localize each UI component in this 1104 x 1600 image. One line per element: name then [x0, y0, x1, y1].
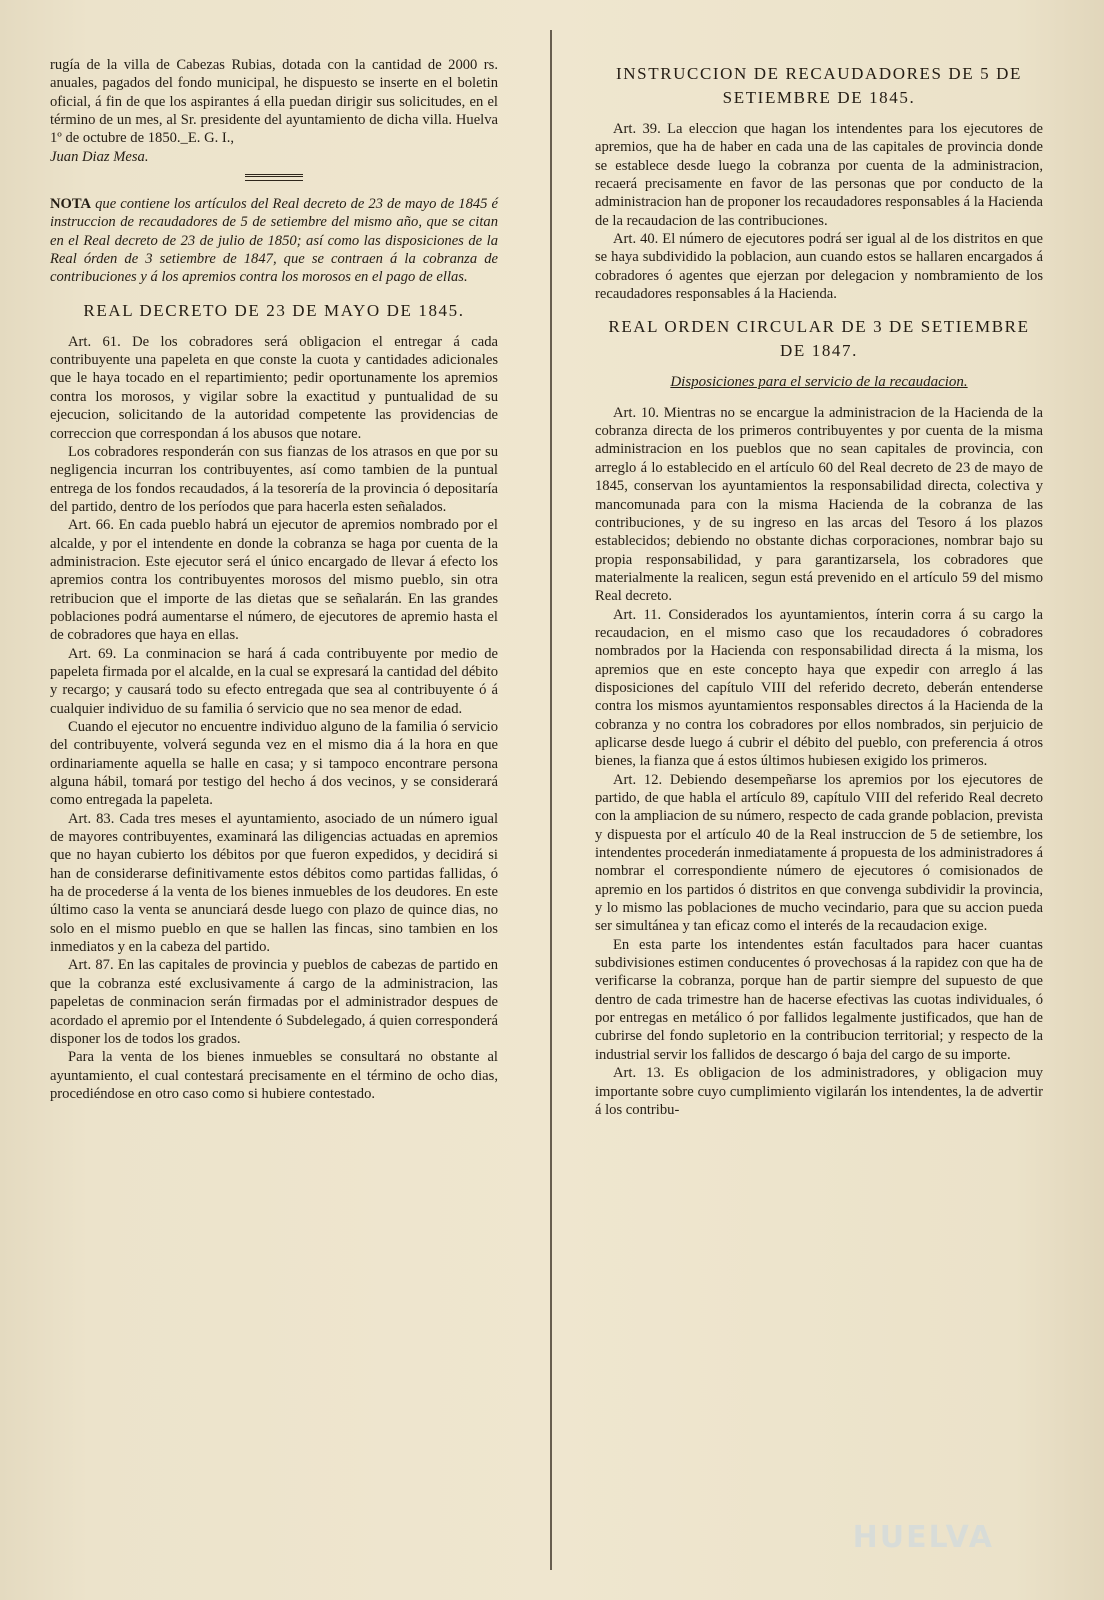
- article-paragraph: Art. 61. De los cobradores será obligacion el entregar á cada contribuyente una papeleta en que conste la cuota y cantidades adicionales que le haya tocado en el repartimiento; pedir oportunamente los apremios contra los morosos, y vigilar sobre la exactitud y puntualidad de su ejecucion, solicitando de la autoridad competente las providencias de correccion que correspondan á los abusos que notare.: [50, 333, 498, 442]
- article-paragraph: Art. 69. La conminacion se hará á cada contribuyente por medio de papeleta firmada por el alcalde, en la cual se expresará la cantidad del débito y recargo; y causará todo su efecto entregada que sea al contribuyente ó á cualquier individuo de su familia ó servicio que no sea menor de edad.: [50, 645, 498, 717]
- instruccion-articles: [595, 120, 1043, 303]
- separator-rule: [245, 174, 303, 181]
- article-paragraph: Art. 10. Mientras no se encargue la administracion de la Hacienda de la cobranza directa de los primeros contribuyentes y por cuenta de la misma administracion en los pueblos que no sean capitales de provincia, con arreglo á lo establecido en el artículo 60 del Real decreto de 23 de mayo de 1845, conservan los ayuntamientos la responsabilidad directa, colectiva y mancomunada para con la misma Hacienda de la cobranza de las contribuciones, y de su ingreso en las arcas del Tesoro á los plazos establecidos; debiendo no obstante dichas corporaciones, nombrar bajo su propia responsabilidad, y para garantizarsela, los cobradores que materialmente la realicen, segun está prevenido en el artículo 59 del mismo Real decreto.: [595, 404, 1043, 605]
- real-orden-articles: [595, 404, 1043, 1119]
- article-paragraph: Art. 66. En cada pueblo habrá un ejecutor de apremios nombrado por el alcalde, y por el intendente en donde la cobranza se haga por cuenta de la administracion. Este ejecutor será el único encargado de llevar á efecto los apremios contra los contribuyentes morosos del mismo pueblo, sin otra retribucion que el importe de las dietas que se señalarán. En las grandes poblaciones podrá aumentarse el número, de ejecutores de apremio hasta el de cobradores que haya en ellas.: [50, 517, 498, 644]
- section-heading-real-orden: REAL ORDEN CIRCULAR DE 3 DE SETIEMBRE DE 1847.: [608, 317, 1030, 361]
- nota-lead: NOTA: [50, 196, 92, 213]
- article-paragraph: Art. 40. El número de ejecutores podrá ser igual al de los distritos en que se haya subdividido la poblacion, aun cuando estos se hallaren encargados á cobradores ó agentes que ejerzan por delegacion y nombramiento de los recaudadores responsables á la Hacienda.: [595, 231, 1043, 303]
- article-paragraph: Art. 87. En las capitales de provincia y pueblos de cabezas de partido en que la cobranza esté exclusivamente á cargo de la administracion, las papeletas de conminacion serán firmadas por el administrador despues de acordado el apremio por el Intendente ó Subdelegado, á quien corresponderá disponer los de todos los grados.: [50, 957, 498, 1047]
- article-paragraph: Art. 13. Es obligacion de los administradores, y obligacion muy importante sobre cuyo cumplimiento vigilarán los intendentes, la de advertir á los contribu-: [595, 1065, 1043, 1118]
- article-paragraph: Art. 11. Considerados los ayuntamientos, ínterin corra á su cargo la recaudacion, en el mismo caso que los recaudadores ó cobradores nombrados por la Hacienda con responsabilidad directa á la misma, los apremios que en este concepto haya que expedir con arreglo á las disposiciones del capítulo VIII del referido decreto, deberán entenderse contra los mismos ayuntamientos responsables directos á la Hacienda de la cobranza y no contra los cobradores por ellos nombrados, sin perjuicio de aplicarse desde luego á cubrir el débito del pueblo, con preferencia á otros bienes, la fianza que á estos últimos hubiesen exigido los primeros.: [595, 606, 1043, 770]
- article-paragraph: En esta parte los intendentes están facultados para hacer cuantas subdivisiones estimen conducentes ó provechosas á la rapidez con que ha de verificarse la cobranza, porque han de partir siempre del supuesto de que dentro de cada trimestre han de hacerse efectivas las cuotas individuales, ó por entregas en metálico ó por fallidos legalmente justificados, que han de cubrirse del fondo supletorio en la contribucion territorial; y respecto de la industrial servir los fallidos de descargo ó baja del cargo de su importe.: [595, 936, 1043, 1063]
- article-paragraph: Art. 39. La eleccion que hagan los intendentes para los ejecutores de apremios, que ha de haber en cada una de las capitales de provincia donde se establece desde luego la cobranza por cuenta de la administracion, recaerá precisamente en favor de las personas que por conducto de la administracion han de proponer los recaudadores responsables á la Hacienda de la recaudacion de las contribuciones.: [595, 121, 1043, 229]
- article-paragraph: Cuando el ejecutor no encuentre individuo alguno de la familia ó servicio del contribuyente, volverá segunda vez en el mismo dia á la hora en que ordinariamente aquella se halle en casa; y si tampoco encontrare persona alguna hábil, tomará por testigo del hecho á dos vecinos, y se considerará como entregada la papeleta.: [50, 719, 498, 809]
- section-heading-real-decreto: REAL DECRETO DE 23 DE MAYO DE 1845.: [83, 300, 465, 320]
- left-column: [50, 56, 498, 1103]
- column-divider: [550, 30, 552, 1570]
- left-articles: [50, 333, 498, 1103]
- section-subheading: Disposiciones para el servicio de la recaudacion.: [670, 374, 968, 391]
- archive-watermark: HUELVA: [852, 1520, 994, 1555]
- nota-body: que contiene los artículos del Real decreto de 23 de mayo de 1845 é instruccion de recaudadores de 5 de setiembre del mismo año, que se citan en el Real decreto de 23 de julio de 1850; así como las disposiciones de la Real órden de 3 setiembre de 1847, que se contraen á la cobranza de contribuciones y á los apremios contra los morosos en el pago de ellas.: [50, 196, 498, 286]
- article-paragraph: Art. 83. Cada tres meses el ayuntamiento, asociado de un número igual de mayores contribuyentes, examinará las diligencias actuadas en apremios que no hayan cubierto los débitos por que fueron expedidos, y decidirá si han de considerarse definitivamente estos débitos como partidas fallidas, ó ha de procederse á la venta de los bienes inmuebles de los deudores. En este último caso la venta se anunciará desde luego con plazo de quince dias, no solo en el mismo pueblo en que se hallen las fincas, sino tambien en los inmediatos y en la cabeza del partido.: [50, 810, 498, 956]
- article-paragraph: Art. 12. Debiendo desempeñarse los apremios por los ejecutores de partido, de que habla el artículo 89, capítulo VIII del referido Real decreto con la ampliacion de su número, respecto de cada grande poblacion, prevista y dispuesta por el artículo 40 de la Real instruccion de 5 de setiembre, los intendentes procederán inmediatamente á propuesta de los administradores á nombrar el correspondiente número de ejecutores ó comisionados de apremio en los partidos ó distritos en que convenga subdividir la provincia, y lo mismo las poblaciones de mucho vecindario, para que su accion pueda ser simultánea y tan eficaz como el interés de la recaudacion exige.: [595, 771, 1043, 935]
- section-heading-instruccion: INSTRUCCION DE RECAUDADORES DE 5 DE SETIEMBRE DE 1845.: [616, 64, 1022, 107]
- intro-paragraph: rugía de la villa de Cabezas Rubias, dotada con la cantidad de 2000 rs. anuales, pagados del fondo municipal, he dispuesto se inserte en el boletin oficial, á fin de que los aspirantes á ella puedan dirigir sus solicitudes, en el término de un mes, al Sr. presidente del ayuntamiento de dicha villa. Huelva 1º de octubre de 1850._E. G. I.,: [50, 57, 498, 147]
- article-paragraph: Para la venta de los bienes inmuebles se consultará no obstante al ayuntamiento, el cual contestará precisamente en el término de ocho dias, procediéndose en otro caso como si hubiere contestado.: [50, 1049, 498, 1102]
- article-paragraph: Los cobradores responderán con sus fianzas de los atrasos en que por su negligencia incurran los contribuyentes, así como tambien de la puntual entrega de los fondos recaudados, á la tesorería de la provincia ó depositaría del partido, dentro de los períodos que para hacerla esten señalados.: [50, 443, 498, 515]
- right-column: [595, 62, 1043, 1119]
- nota-paragraph: [50, 195, 498, 287]
- signature: Juan Diaz Mesa.: [50, 148, 149, 165]
